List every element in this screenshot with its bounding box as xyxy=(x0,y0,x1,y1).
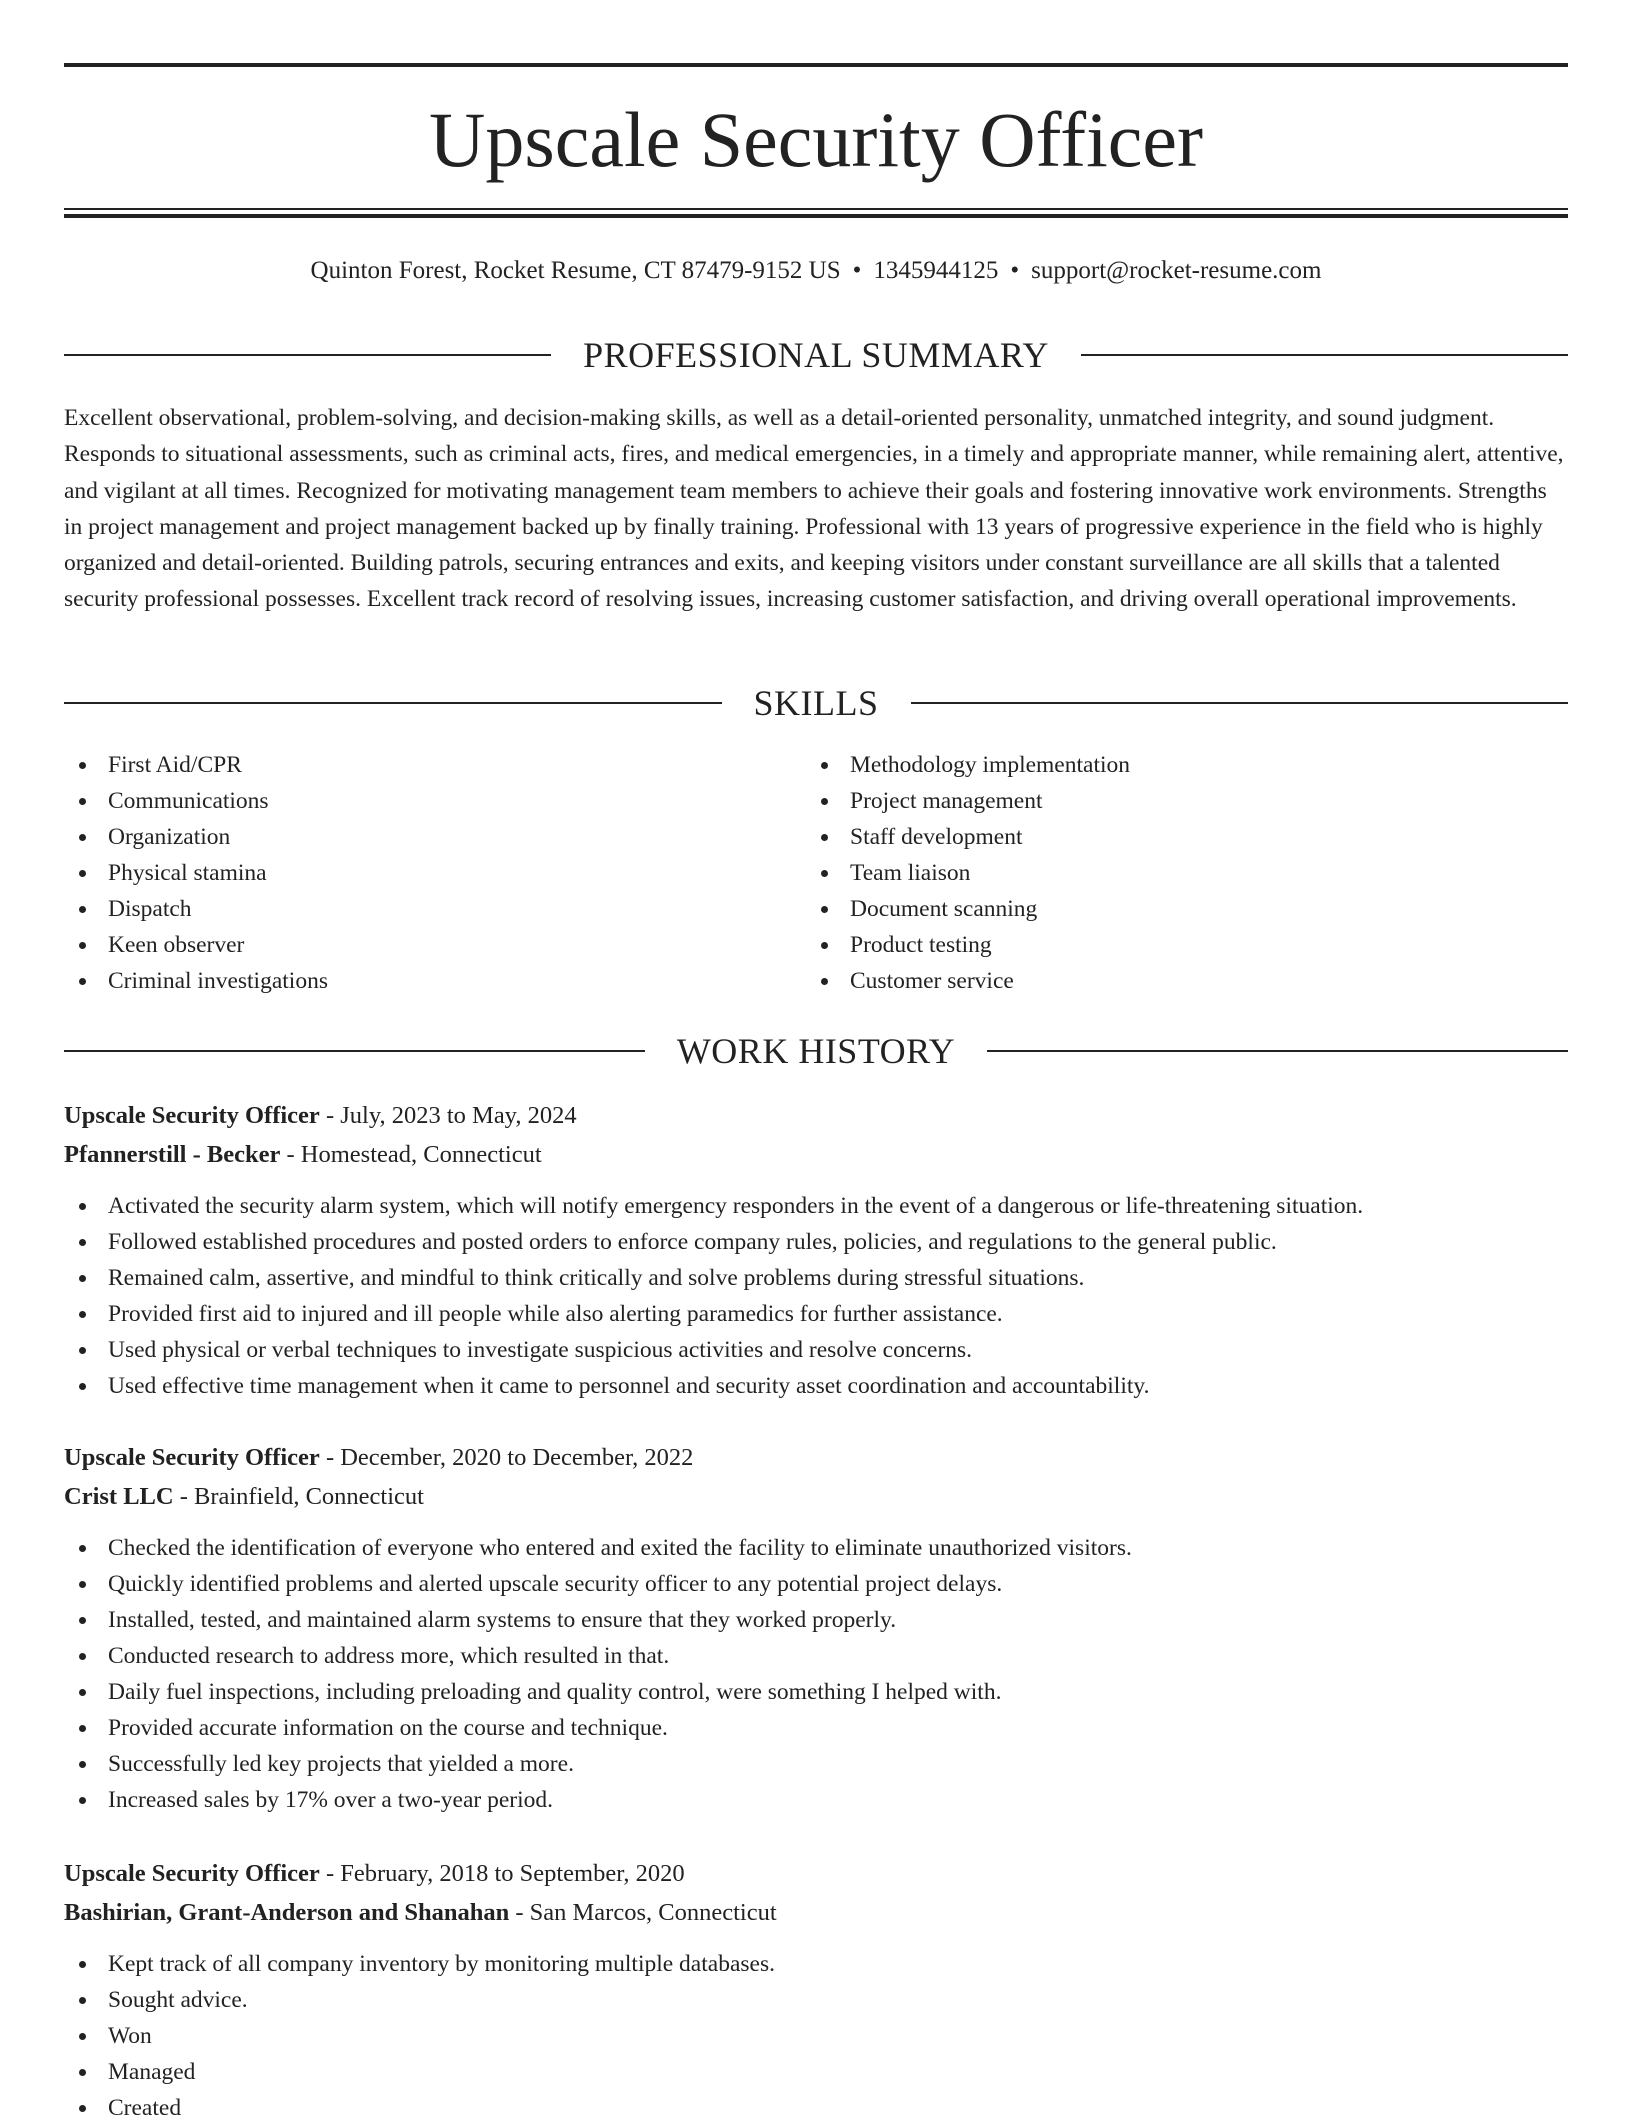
contact-email: support@rocket-resume.com xyxy=(1031,257,1322,284)
job-title-line xyxy=(64,1096,1568,1135)
section-divider xyxy=(911,702,1569,704)
skill-item: Product testing xyxy=(806,927,1526,963)
skills-list-left xyxy=(64,747,784,999)
skill-item: Team liaison xyxy=(806,855,1526,891)
skill-item: Keen observer xyxy=(64,927,784,963)
summary-text: Excellent observational, problem-solving, and decision-making skills, as well as a detail-oriented personality, unmatched integrity, and sound judgment. Responds to situational assessments, such as criminal acts, fires, and medical emergencies, in a timely and appropriate manner, while remaining alert, attentive, and vigilant at all times. Recognized for motivating management team members to achieve their goals and fostering innovative work environments. Strengths in project management and project management backed up by finally training. Professional with 13 years of progressive experience in the field who is highly organized and detail-oriented. Building patrols, securing entrances and exits, and keeping visitors under constant surveillance are all skills that a talented security professional possesses. Excellent track record of resolving issues, increasing customer satisfaction, and driving overall operational improvements. xyxy=(64,405,1564,613)
job-title: Upscale Security Officer xyxy=(64,1444,320,1471)
skill-item: Document scanning xyxy=(806,891,1526,927)
job-bullet: Managed xyxy=(64,2054,1568,2090)
skill-item: Communications xyxy=(64,783,784,819)
section-divider xyxy=(1081,354,1568,356)
job-title-line xyxy=(64,1438,1568,1477)
job-bullet: Used effective time management when it came to personnel and security asset coordination and accountability. xyxy=(64,1368,1568,1404)
job-bullet: Successfully led key projects that yielded a more. xyxy=(64,1746,1568,1782)
resume-title: Upscale Security Officer xyxy=(429,96,1203,183)
job-bullet: Increased sales by 17% over a two-year period. xyxy=(64,1782,1568,1818)
job-company-line xyxy=(64,1477,1568,1516)
job-bullets xyxy=(64,1946,1568,2126)
section-divider xyxy=(64,354,551,356)
job-company: Pfannerstill - Becker xyxy=(64,1141,281,1168)
job-location: - Brainfield, Connecticut xyxy=(173,1483,424,1510)
summary-heading: PROFESSIONAL SUMMARY xyxy=(583,335,1049,375)
skill-item: First Aid/CPR xyxy=(64,747,784,783)
job-entry xyxy=(64,1096,1568,1404)
job-bullet: Daily fuel inspections, including preloading and quality control, were something I helped with. xyxy=(64,1674,1568,1710)
section-divider xyxy=(64,702,722,704)
job-bullet: Quickly identified problems and alerted upscale security officer to any potential project delays. xyxy=(64,1566,1568,1602)
job-bullets xyxy=(64,1188,1568,1404)
job-dates: - December, 2020 to December, 2022 xyxy=(319,1444,694,1471)
skill-item: Physical stamina xyxy=(64,855,784,891)
job-bullet: Provided first aid to injured and ill people while also alerting paramedics for further assistance. xyxy=(64,1296,1568,1332)
job-company-line xyxy=(64,1893,1568,1932)
job-bullet: Followed established procedures and posted orders to enforce company rules, policies, and regulations to the general public. xyxy=(64,1224,1568,1260)
work-section-header xyxy=(64,1027,1568,1075)
work-heading: WORK HISTORY xyxy=(676,1031,956,1071)
job-title-line xyxy=(64,1854,1568,1893)
skill-item: Criminal investigations xyxy=(64,963,784,999)
skill-item: Customer service xyxy=(806,963,1526,999)
skills-list-right xyxy=(806,747,1526,999)
summary-section-header xyxy=(64,331,1568,379)
job-bullets xyxy=(64,1530,1568,1818)
job-bullet: Used physical or verbal techniques to investigate suspicious activities and resolve concerns. xyxy=(64,1332,1568,1368)
contact-line xyxy=(64,253,1568,289)
job-company-line xyxy=(64,1135,1568,1174)
job-title: Upscale Security Officer xyxy=(64,1860,320,1887)
job-dates: - July, 2023 to May, 2024 xyxy=(319,1102,577,1129)
section-divider xyxy=(987,1050,1568,1052)
skill-item: Dispatch xyxy=(64,891,784,927)
job-bullet: Activated the security alarm system, which will notify emergency responders in the event of a dangerous or life-threatening situation. xyxy=(64,1188,1568,1224)
skill-item: Methodology implementation xyxy=(806,747,1526,783)
job-company: Crist LLC xyxy=(64,1483,174,1510)
job-location: - San Marcos, Connecticut xyxy=(509,1899,777,1926)
contact-phone: 1345944125 xyxy=(873,257,999,284)
job-bullet: Sought advice. xyxy=(64,1982,1568,2018)
job-title: Upscale Security Officer xyxy=(64,1102,320,1129)
skill-item: Project management xyxy=(806,783,1526,819)
skill-item: Staff development xyxy=(806,819,1526,855)
job-entry xyxy=(64,1854,1568,2126)
contact-separator: • xyxy=(1010,257,1020,284)
job-bullet: Provided accurate information on the course and technique. xyxy=(64,1710,1568,1746)
contact-separator: • xyxy=(852,257,862,284)
section-divider xyxy=(64,1050,645,1052)
contact-address: Quinton Forest, Rocket Resume, CT 87479-9152 US xyxy=(310,257,841,284)
job-company: Bashirian, Grant-Anderson and Shanahan xyxy=(64,1899,510,1926)
job-bullet: Created xyxy=(64,2090,1568,2126)
skills-heading: SKILLS xyxy=(753,683,879,723)
header-bottom-rule xyxy=(64,208,1568,218)
job-location: - Homestead, Connecticut xyxy=(280,1141,542,1168)
skill-item: Organization xyxy=(64,819,784,855)
job-dates: - February, 2018 to September, 2020 xyxy=(319,1860,685,1887)
job-entry xyxy=(64,1438,1568,1818)
job-bullet: Conducted research to address more, which resulted in that. xyxy=(64,1638,1568,1674)
job-bullet: Installed, tested, and maintained alarm systems to ensure that they worked properly. xyxy=(64,1602,1568,1638)
job-bullet: Won xyxy=(64,2018,1568,2054)
skills-section-header xyxy=(64,679,1568,727)
header-top-rule xyxy=(64,63,1568,67)
job-bullet: Checked the identification of everyone who entered and exited the facility to eliminate unauthorized visitors. xyxy=(64,1530,1568,1566)
job-bullet: Remained calm, assertive, and mindful to think critically and solve problems during stressful situations. xyxy=(64,1260,1568,1296)
job-bullet: Kept track of all company inventory by monitoring multiple databases. xyxy=(64,1946,1568,1982)
